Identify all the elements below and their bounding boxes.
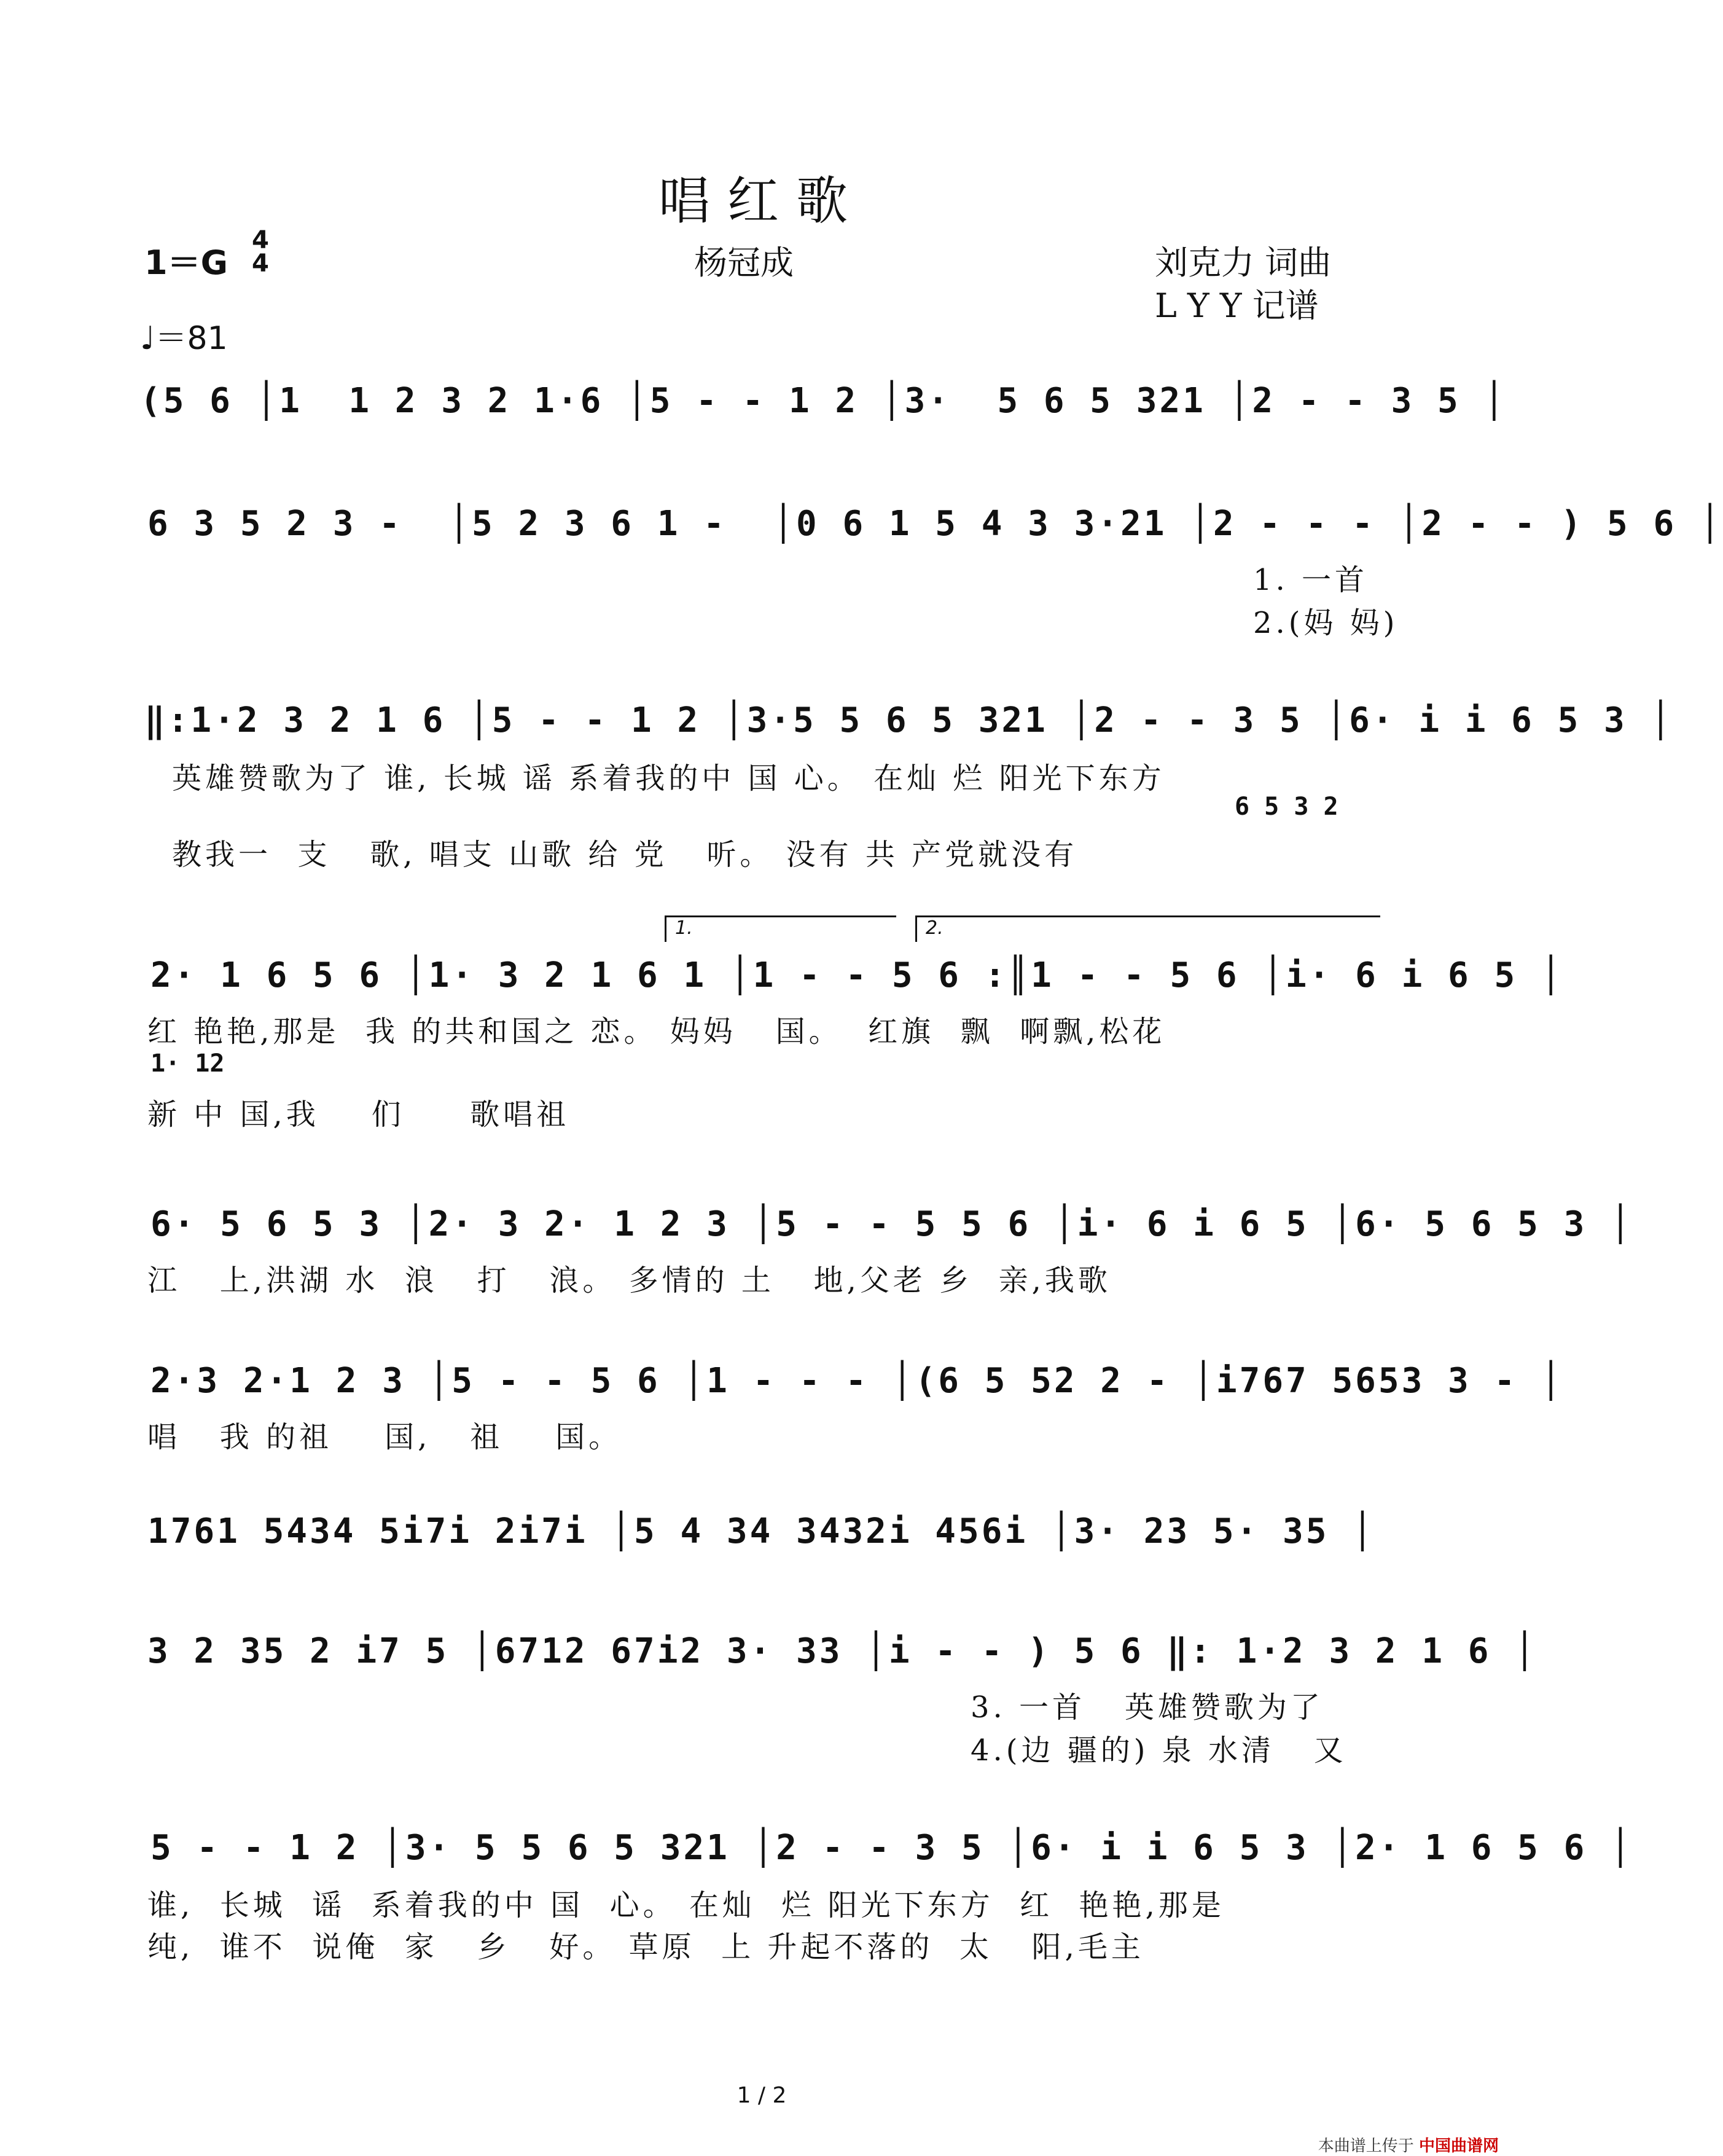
- score-line-1: (5 6 │1 1 2 3 2 1·6 │5 - - 1 2 │3· 5 6 5 321 │2 - - 3 5 │: [140, 381, 1507, 421]
- upload-note: 本曲谱上传于: [1318, 2137, 1414, 2155]
- lyric-line-4-verse-2: 新 中 国,我 们 歌唱祖: [147, 1097, 570, 1132]
- lyric-line-5-verse-1: 江 上,洪湖 水 浪 打 浪。 多情的 土 地,父老 乡 亲,我歌: [147, 1263, 1111, 1298]
- volta-2: 2.: [915, 915, 1380, 942]
- score-line-2: 6 3 5 2 3 - │5 2 3 6 1 - │0 6 1 5 4 3 3·21 │2 - - - │2 - - ) 5 6 │: [147, 504, 1723, 544]
- score-line-6: 2·3 2·1 2 3 │5 - - 5 6 │1 - - - │(6 5 52 2 - │i767 5653 3 - │: [150, 1361, 1564, 1401]
- lyric-line-3-verse-1: 英雄赞歌为了 谁, 长城 谣 系着我的中 国 心。 在灿 烂 阳光下东方: [172, 761, 1165, 796]
- score-line-3: ‖:1·2 3 2 1 6 │5 - - 1 2 │3·5 5 6 5 321 │2 - - 3 5 │6· i i 6 5 3 │: [144, 700, 1674, 740]
- alt-notes-line-3: 6 5 3 2: [1235, 793, 1338, 821]
- score-line-7: 1761 5434 5i7i 2i7i │5 4 34 3432i 456i │3· 23 5· 35 │: [147, 1511, 1375, 1551]
- lyric-line-4-verse-1: 红 艳艳,那是 我 的共和国之 恋。 妈妈 国。 红旗 飘 啊飘,松花: [147, 1014, 1166, 1049]
- lyric-line-2-verse-2: 2.(妈 妈): [1253, 606, 1399, 640]
- alt-notes-line-4: 1· 12: [150, 1049, 225, 1078]
- lyric-line-6-verse-1: 唱 我 的祖 国, 祖 国。: [147, 1420, 622, 1454]
- time-bottom: 4: [252, 249, 269, 278]
- site-watermark: [1318, 2133, 1499, 2156]
- score-line-4: 2· 1 6 5 6 │1· 3 2 1 6 1 │1 - - 5 6 :║1 - - 5 6 │i· 6 i 6 5 │: [150, 955, 1564, 995]
- lyric-line-3-verse-2: 教我一 支 歌, 唱支 山歌 给 党 听。 没有 共 产党就没有: [172, 837, 1078, 872]
- lyricist-composer: 刘克力 词曲: [1155, 243, 1332, 282]
- lyric-line-8-verse-3: 3. 一首 英雄赞歌为了: [971, 1690, 1324, 1725]
- tempo-marking: ♩＝81: [140, 320, 228, 357]
- song-title: 唱红歌: [658, 171, 865, 231]
- page-number: 1 / 2: [736, 2083, 787, 2108]
- volta-1: 1.: [665, 915, 896, 942]
- brand-logo: 中国曲谱网: [1418, 2137, 1499, 2155]
- score-line-9: 5 - - 1 2 │3· 5 5 6 5 321 │2 - - 3 5 │6· i i 6 5 3 │2· 1 6 5 6 │: [150, 1828, 1633, 1868]
- lyric-line-8-verse-4: 4.(边 疆的) 泉 水清 又: [971, 1733, 1347, 1768]
- key-signature: 1＝G: [144, 243, 228, 282]
- lyric-line-2-verse-1: 1. 一首: [1253, 563, 1369, 597]
- transcriber: L Y Y 记谱: [1155, 286, 1319, 325]
- lyric-line-9-verse-3: 谁, 长城 谣 系着我的中 国 心。 在灿 烂 阳光下东方 红 艳艳,那是: [147, 1888, 1225, 1923]
- time-top: 4: [252, 226, 269, 254]
- time-signature: [252, 226, 269, 278]
- singer: 杨冠成: [694, 243, 794, 282]
- score-line-8: 3 2 35 2 i7 5 │6712 67i2 3· 33 │i - - ) 5 6 ‖: 1·2 3 2 1 6 │: [147, 1631, 1537, 1671]
- lyric-line-9-verse-4: 纯, 谁不 说俺 家 乡 好。 草原 上 升起不落的 太 阳,毛主: [147, 1930, 1144, 1964]
- score-line-5: 6· 5 6 5 3 │2· 3 2· 1 2 3 │5 - - 5 5 6 │i· 6 i 6 5 │6· 5 6 5 3 │: [150, 1204, 1633, 1244]
